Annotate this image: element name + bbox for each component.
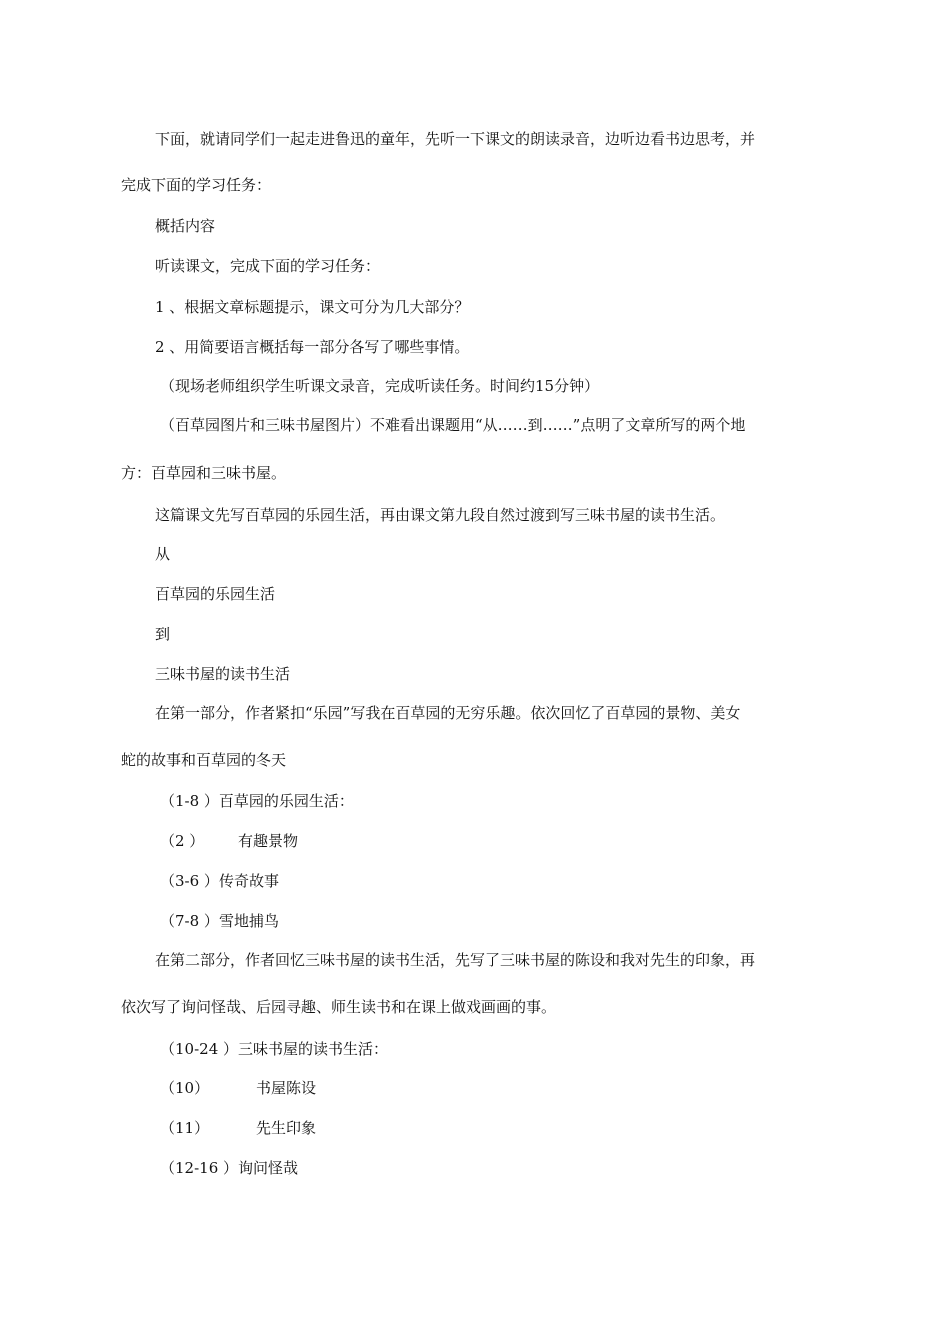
part2-item-text: 书屋陈设 [256, 1079, 317, 1097]
structure-from: 从 [155, 545, 171, 563]
part1-item-text: 传奇故事 [218, 872, 279, 890]
structure-baicao: 百草园的乐园生活 [155, 585, 276, 603]
heading-summary: 概括内容 [155, 217, 216, 235]
paragraph-part2-line2: 依次写了询问怪哉、后园寻趣、师生读书和在课上做戏画画的事。 [121, 998, 557, 1016]
structure-to: 到 [155, 625, 171, 643]
task-intro: 听读课文，完成下面的学习任务： [155, 257, 381, 275]
task-item-1: 1 、根据文章标题提示，课文可分为几大部分？ [155, 298, 470, 316]
part1-item [160, 831, 298, 851]
part1-item [160, 911, 279, 931]
part2-heading: （10-24 ）三味书屋的读书生活： [160, 1040, 389, 1058]
part2-item-text: 先生印象 [256, 1119, 317, 1137]
structure-sanwei: 三味书屋的读书生活 [155, 665, 291, 683]
part2-item-number: （12-16 ） [160, 1159, 239, 1177]
part2-item-number: （11） [160, 1119, 210, 1137]
paragraph-intro-line1: 下面，就请同学们一起走进鲁迅的童年，先听一下课文的朗读录音，边听边看书边思考，并 [155, 130, 756, 148]
part1-item-number: （3-6 ） [160, 872, 219, 890]
part2-item [160, 1118, 316, 1138]
paragraph-part2-line1: 在第二部分，作者回忆三味书屋的读书生活，先写了三味书屋的陈设和我对先生的印象，再 [155, 951, 756, 969]
part2-item-text: 询问怪哉 [238, 1159, 299, 1177]
part1-item-number: （7-8 ） [160, 912, 219, 930]
part1-item-text: 有趣景物 [238, 832, 299, 850]
paragraph-intro-line2: 完成下面的学习任务： [121, 176, 272, 194]
paragraph-structure: 这篇课文先写百草园的乐园生活，再由课文第九段自然过渡到写三味书屋的读书生活。 [155, 506, 726, 524]
task-item-2: 2 、用简要语言概括每一部分各写了哪些事情。 [155, 338, 470, 356]
teacher-note: （现场老师组织学生听课文录音，完成听读任务。时间约15分钟） [160, 377, 600, 395]
paragraph-part1-line1: 在第一部分，作者紧扣“乐园”写我在百草园的无穷乐趣。依次回忆了百草园的景物、美女 [155, 704, 741, 722]
part2-item [160, 1158, 298, 1178]
paragraph-part1-line2: 蛇的故事和百草园的冬天 [121, 751, 287, 769]
part1-item-number: （2 ） [160, 832, 205, 850]
part1-item [160, 871, 279, 891]
paragraph-title-line1: （百草园图片和三味书屋图片）不难看出课题用“从……到……”点明了文章所写的两个地 [160, 416, 746, 434]
part2-item [160, 1078, 316, 1098]
part1-heading: （1-8 ）百草园的乐园生活： [160, 792, 354, 810]
paragraph-title-line2: 方：百草园和三味书屋。 [121, 464, 287, 482]
part1-item-text: 雪地捕鸟 [218, 912, 279, 930]
part2-item-number: （10） [160, 1079, 210, 1097]
